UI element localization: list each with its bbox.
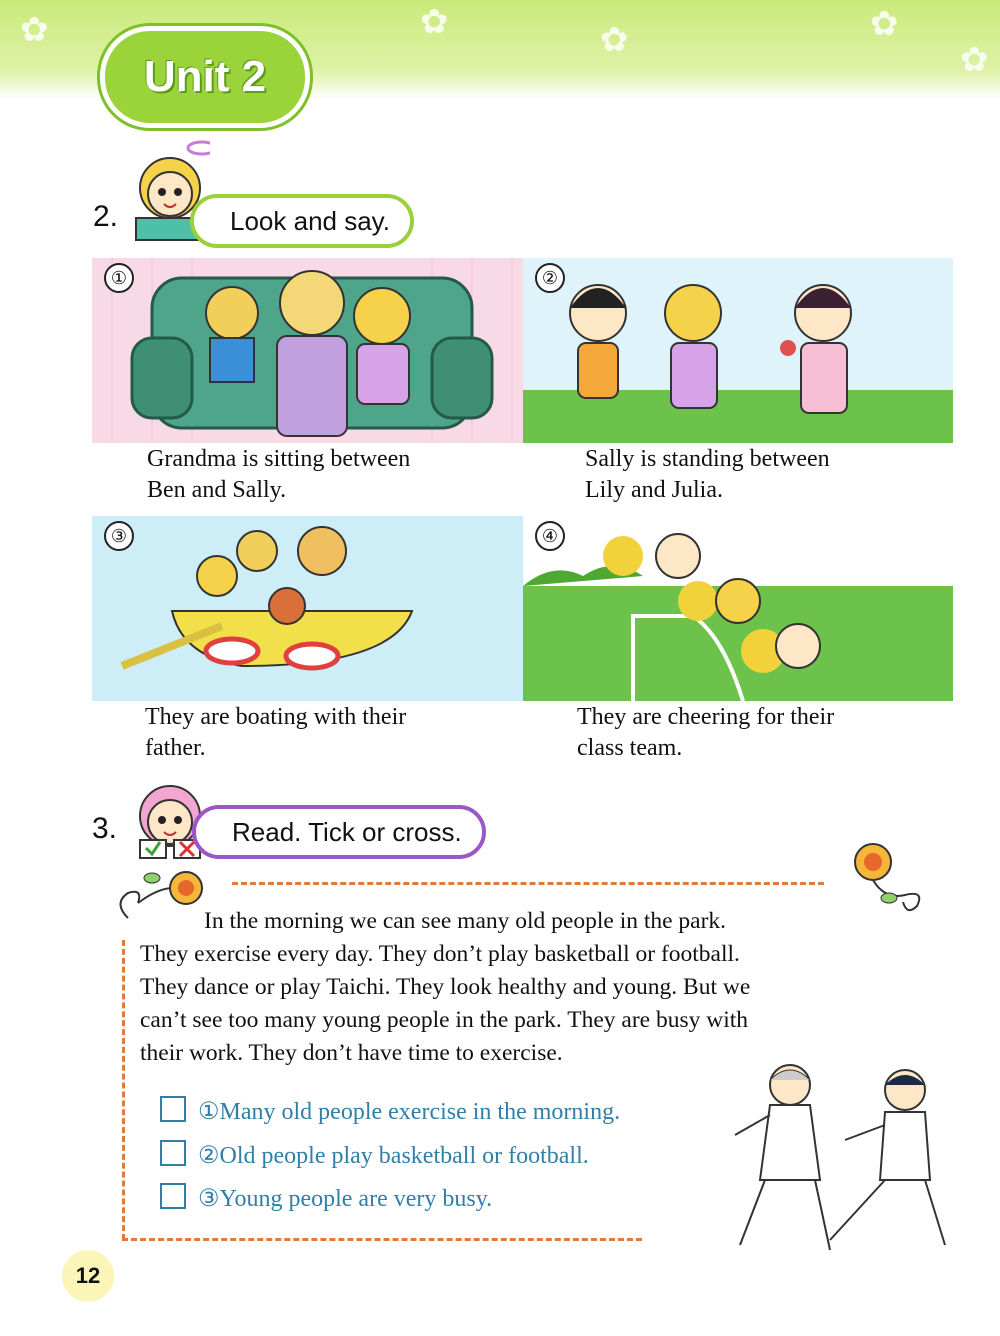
panel-2-caption [585, 444, 945, 506]
statement-text: Many old people exercise in the morning. [219, 1099, 621, 1125]
caption-line: Sally is standing between [585, 446, 830, 472]
panel-3-caption [145, 702, 505, 764]
illustration-panel-3 [92, 516, 523, 701]
caption-line: They are boating with their [145, 704, 407, 730]
section3-number: 3. [92, 812, 118, 845]
passage-line: can’t see too many young people in the park. They are busy with [140, 1007, 749, 1033]
statement-number: ③ [198, 1186, 220, 1212]
flower-icon: ✿ [960, 41, 989, 79]
panel-4-number: ④ [535, 521, 565, 551]
caption-line: Ben and Sally. [147, 477, 287, 503]
panel-1-number: ① [104, 263, 134, 293]
passage-line: their work. They don’t have time to exercise. [140, 1040, 563, 1066]
flower-icon: ✿ [420, 3, 449, 41]
statement-1 [160, 1096, 620, 1126]
flower-icon: ✿ [600, 21, 629, 59]
statement-text: Old people play basketball or football. [219, 1143, 589, 1169]
panel-4-caption [577, 702, 937, 764]
statement-2 [160, 1140, 589, 1170]
unit-title: Unit 2 [143, 52, 267, 101]
illustration-panel-2 [523, 258, 953, 443]
panel-3-number: ③ [104, 521, 134, 551]
passage-line: They dance or play Taichi. They look healthy and young. But we [140, 974, 751, 1000]
frame-bottom-dashes [122, 1238, 642, 1241]
panel-1-caption [147, 444, 507, 506]
section3-instruction: Read. Tick or cross. [192, 805, 486, 859]
statement-3 [160, 1183, 492, 1213]
caption-line: father. [145, 735, 206, 761]
statement-text: Young people are very busy. [219, 1186, 493, 1212]
frame-left-dashes [122, 940, 125, 1240]
tick-checkbox[interactable] [160, 1096, 186, 1122]
taichi-people-illustration [680, 1060, 960, 1260]
page-number: 12 [62, 1250, 114, 1302]
section2-instruction: Look and say. [190, 194, 414, 248]
statement-number: ① [198, 1099, 220, 1125]
flower-icon: ✿ [20, 11, 49, 49]
passage-line: They exercise every day. They don’t play basketball or football. [140, 941, 740, 967]
section2-number: 2. [93, 200, 119, 233]
tick-checkbox[interactable] [160, 1140, 186, 1166]
unit-badge [100, 26, 310, 128]
flower-icon: ✿ [870, 5, 899, 43]
passage-line [140, 905, 915, 938]
passage-text: In the morning we can see many old people in the park. [204, 908, 727, 934]
frame-top-dashes [232, 882, 824, 885]
caption-line: Lily and Julia. [585, 477, 723, 503]
panel-2-number: ② [535, 263, 565, 293]
statement-number: ② [198, 1143, 220, 1169]
illustration-panel-4 [523, 516, 953, 701]
caption-line: class team. [577, 735, 683, 761]
tick-checkbox[interactable] [160, 1183, 186, 1209]
caption-line: They are cheering for their [577, 704, 835, 730]
reading-passage [140, 905, 915, 1070]
caption-line: Grandma is sitting between [147, 446, 411, 472]
illustration-panel-1 [92, 258, 523, 443]
